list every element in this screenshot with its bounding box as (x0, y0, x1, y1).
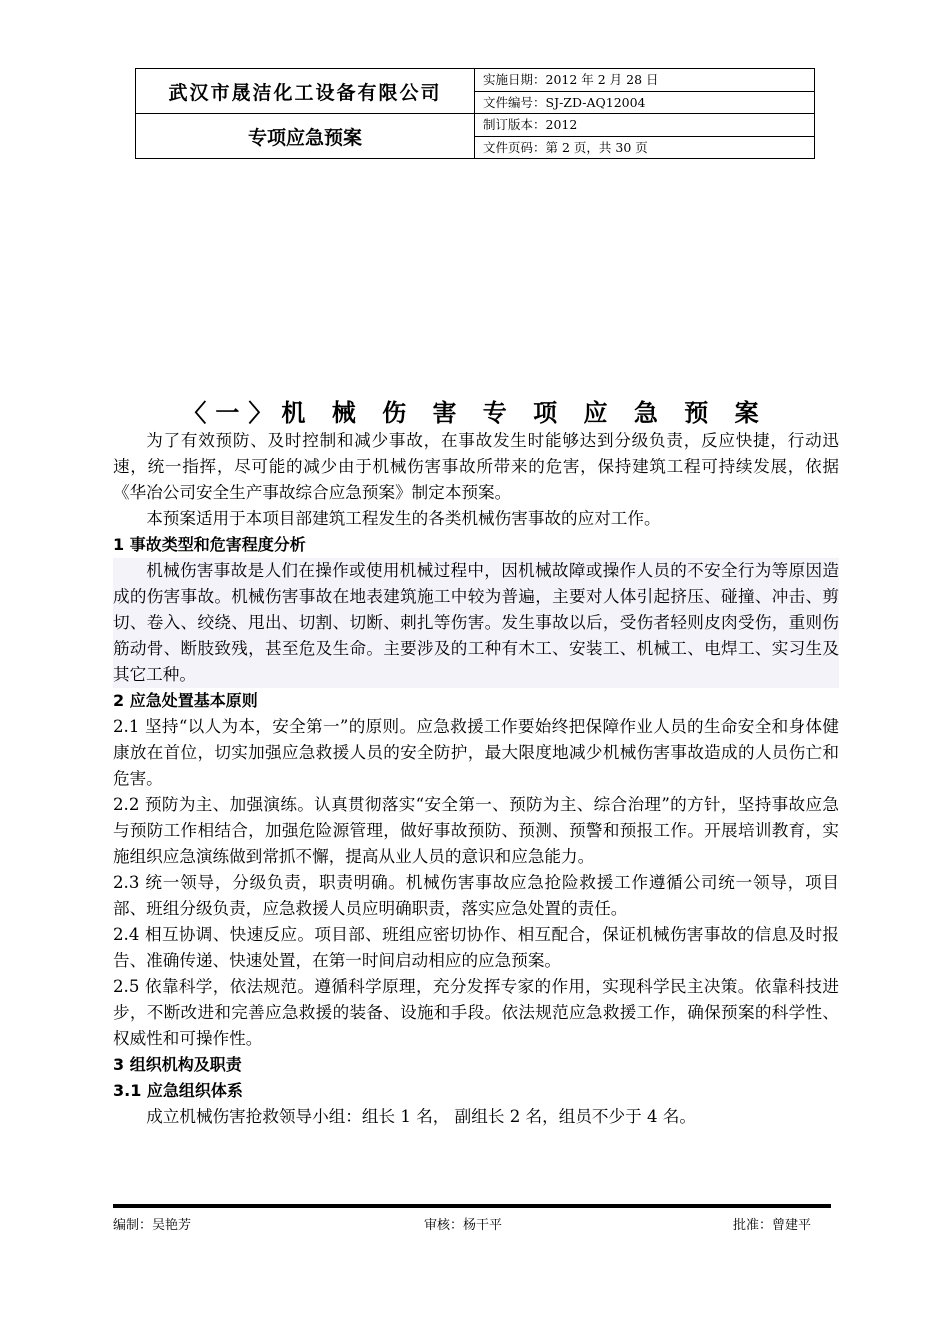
document-title: 专项应急预案 (136, 114, 475, 159)
section-heading-3-1: 3.1 应急组织体系 (113, 1081, 243, 1100)
footer-author: 编制：吴艳芳 (113, 1218, 192, 1233)
principle-2-2: 2.2 预防为主、加强演练。认真贯彻落实“安全第一、预防为主、综合治理”的方针，坚持事故应急与预防工作相结合，加强危险源管理，做好事故预防、预测、预警和预报工作。开展培训教育，实施组织应急演练做到常抓不懈，提高从业人员的意识和应急能力。 (113, 795, 839, 866)
section-heading-1: 1 事故类型和危害程度分析 (113, 535, 306, 554)
implementation-date: 实施日期：2012 年 2 月 28 日 (475, 69, 815, 92)
document-body (113, 428, 839, 1130)
section-heading-2: 2 应急处置基本原则 (113, 691, 258, 710)
footer-reviewer: 审核：杨干平 (424, 1218, 503, 1233)
header-table (135, 68, 815, 159)
intro-paragraph: 为了有效预防、及时控制和减少事故，在事故发生时能够达到分级负责，反应快捷，行动迅速，统一指挥，尽可能的减少由于机械伤害事故所带来的危害，保持建筑工程可持续发展，依据《华冶公司安全生产事故综合应急预案》制定本预案。 (113, 431, 839, 502)
footer-rule (113, 1204, 831, 1208)
company-name: 武汉市晟洁化工设备有限公司 (136, 69, 475, 114)
footer-approver: 批准：曾建平 (733, 1218, 812, 1233)
page-title: 〈一〉机 械 伤 害 专 项 应 急 预 案 (182, 399, 768, 427)
principle-2-4: 2.4 相互协调、快速反应。项目部、班组应密切协作、相互配合，保证机械伤害事故的信息及时报告、准确传递、快速处置，在第一时间启动相应的应急预案。 (113, 925, 839, 970)
section-1-paragraph: 机械伤害事故是人们在操作或使用机械过程中，因机械故障或操作人员的不安全行为等原因造成的伤害事故。机械伤害事故在地表建筑施工中较为普遍，主要对人体引起挤压、碰撞、冲击、剪切、卷入、绞绕、甩出、切割、切断、刺扎等伤害。发生事故以后，受伤者轻则皮肉受伤，重则伤筋动骨、断肢致残，甚至危及生命。主要涉及的工种有木工、安装工、机械工、电焊工、实习生及其它工种。 (113, 558, 839, 688)
version: 制订版本：2012 (475, 114, 815, 137)
principle-2-5: 2.5 依靠科学，依法规范。遵循科学原理，充分发挥专家的作用，实现科学民主决策。依靠科技进步，不断改进和完善应急救援的装备、设施和手段。依法规范应急救援工作，确保预案的科学性、权威性和可操作性。 (113, 977, 839, 1048)
section-heading-3: 3 组织机构及职责 (113, 1055, 242, 1074)
page-number: 文件页码：第 2 页，共 30 页 (475, 136, 815, 159)
file-number: 文件编号：SJ-ZD-AQ12004 (475, 91, 815, 114)
principle-2-3: 2.3 统一领导，分级负责，职责明确。机械伤害事故应急抢险救援工作遵循公司统一领导，项目部、班组分级负责，应急救援人员应明确职责，落实应急处置的责任。 (113, 873, 839, 918)
section-3-1-paragraph: 成立机械伤害抢救领导小组：组长 1 名， 副组长 2 名，组员不少于 4 名。 (146, 1107, 696, 1126)
scope-paragraph: 本预案适用于本项目部建筑工程发生的各类机械伤害事故的应对工作。 (146, 509, 661, 528)
principle-2-1: 2.1 坚持“以人为本，安全第一”的原则。应急救援工作要始终把保障作业人员的生命安全和身体健康放在首位，切实加强应急救援人员的安全防护，最大限度地减少机械伤害事故造成的人员伤亡和危害。 (113, 717, 839, 788)
